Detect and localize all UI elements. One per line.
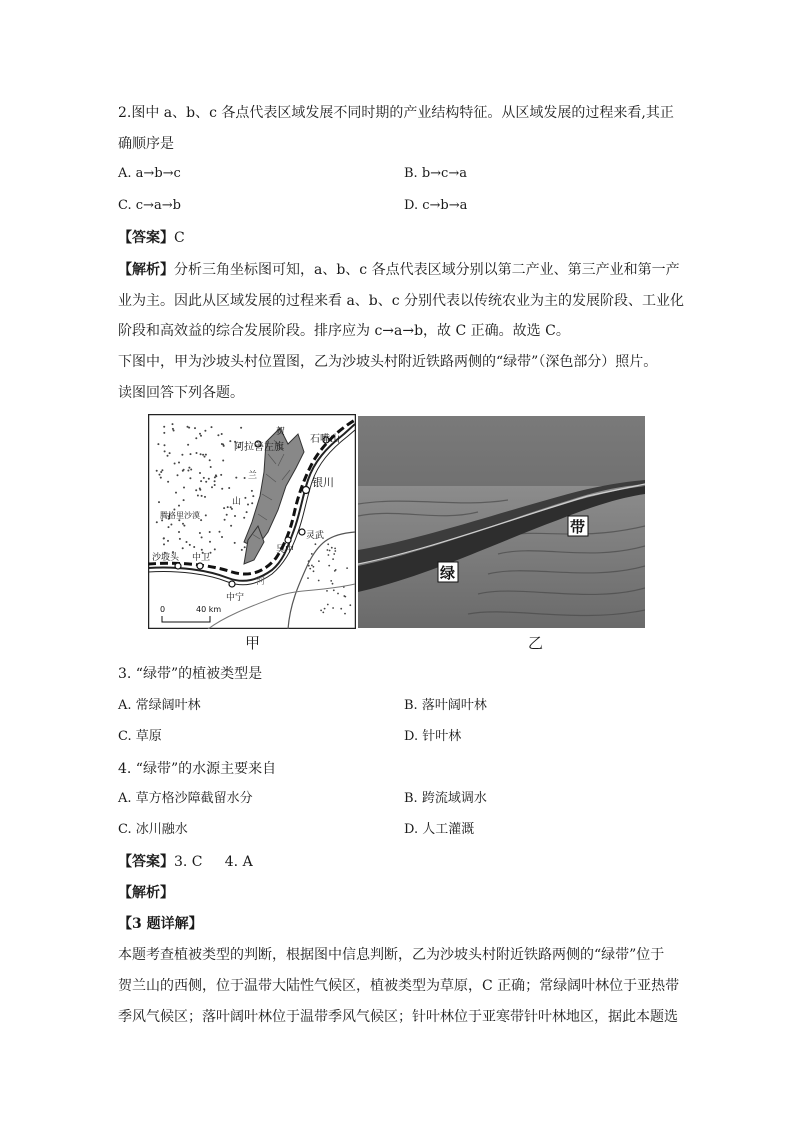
- desert-dot: [318, 580, 320, 582]
- desert-dot: [244, 477, 246, 479]
- desert-dot: [188, 427, 190, 429]
- desert-dot: [226, 514, 228, 516]
- desert-dot: [196, 452, 198, 454]
- desert-dot: [160, 471, 162, 473]
- desert-dot: [327, 604, 329, 606]
- label-yinchuan: 银川: [312, 476, 334, 489]
- option-text: 冰川融水: [135, 822, 188, 837]
- desert-dot: [200, 519, 202, 521]
- q4-option-b: [404, 790, 487, 808]
- city-marker-zhongwei: [197, 563, 203, 569]
- answer-value: C: [174, 230, 185, 246]
- desert-dot: [228, 487, 230, 489]
- label-shizuishan: 石嘴山: [310, 434, 340, 445]
- desert-dot: [211, 426, 213, 428]
- desert-dot: [188, 467, 190, 469]
- desert-dot: [247, 504, 249, 506]
- desert-dot: [183, 499, 185, 501]
- desert-dot: [172, 423, 174, 425]
- desert-dot: [178, 531, 180, 533]
- desert-dot: [327, 549, 329, 551]
- q2-stem-line2: 确顺序是: [118, 136, 174, 152]
- desert-dot: [330, 580, 332, 582]
- desert-dot: [229, 440, 231, 442]
- q3-detail-tag: 【3 题详解】: [118, 916, 203, 932]
- desert-dot: [202, 454, 204, 456]
- q34-analysis-tag: 【解析】: [118, 885, 174, 901]
- desert-dot: [307, 577, 309, 579]
- option-letter: D.: [404, 822, 419, 837]
- desert-dot: [158, 501, 160, 503]
- desert-dot: [221, 536, 223, 538]
- intro-line2: 读图回答下列各题。: [118, 385, 244, 401]
- label-alashan: 阿拉善左旗: [234, 442, 284, 453]
- map-svg: [148, 414, 356, 629]
- option-letter: A.: [118, 791, 132, 806]
- desert-dot: [200, 480, 202, 482]
- desert-dot: [205, 514, 207, 516]
- desert-dot: [230, 525, 232, 527]
- desert-dot: [234, 542, 236, 544]
- desert-dot: [333, 589, 335, 591]
- desert-dot: [183, 469, 185, 471]
- desert-dot: [199, 532, 201, 534]
- city-marker-lingwu: [299, 529, 305, 535]
- desert-dot: [199, 488, 201, 490]
- desert-dot: [209, 459, 211, 461]
- option-letter: B.: [404, 698, 418, 713]
- answer-tag: 【答案】: [118, 854, 174, 870]
- desert-dot: [235, 477, 237, 479]
- city-marker-shapotou: [175, 563, 181, 569]
- desert-dot: [311, 553, 313, 555]
- q4-stem: 4. “绿带”的水源主要来自: [118, 761, 277, 777]
- q3-detail-line1: 本题考查植被类型的判断，根据图中信息判断，乙为沙坡头村附近铁路两侧的“绿带”位于: [118, 947, 665, 963]
- desert-dot: [227, 506, 229, 508]
- desert-dot: [201, 549, 203, 551]
- option-letter: C.: [118, 198, 132, 213]
- desert-dot: [190, 453, 192, 455]
- answer-tag: 【答案】: [118, 230, 174, 246]
- label-shan: 山: [232, 497, 242, 507]
- desert-dot: [222, 460, 224, 462]
- q2-option-a: [118, 165, 181, 183]
- desert-dot: [251, 502, 253, 504]
- q3-option-a: [118, 697, 201, 715]
- desert-dot: [167, 481, 169, 483]
- desert-dot: [328, 565, 330, 567]
- desert-dot: [217, 434, 219, 436]
- desert-dot: [209, 531, 211, 533]
- option-letter: D.: [404, 729, 419, 744]
- desert-dot: [219, 531, 221, 533]
- desert-dot: [183, 487, 185, 489]
- desert-dot: [199, 433, 201, 435]
- green-belt-photo: [358, 416, 645, 628]
- option-text: b→c→a: [421, 166, 467, 181]
- desert-dot: [252, 495, 254, 497]
- desert-dot: [167, 540, 169, 542]
- q3-option-d: [404, 728, 461, 746]
- city-marker-yinchuan: [303, 487, 310, 494]
- desert-dot: [332, 607, 334, 609]
- map-label: 甲: [245, 634, 261, 652]
- desert-dot: [337, 593, 339, 595]
- q3-option-c: [118, 728, 162, 746]
- desert-dot: [340, 608, 342, 610]
- desert-dot: [210, 466, 212, 468]
- desert-dot: [205, 454, 207, 456]
- desert-dot: [164, 444, 166, 446]
- desert-dot: [193, 546, 195, 548]
- option-text: 落叶阔叶林: [421, 698, 487, 713]
- location-map: [148, 414, 356, 629]
- q3-detail-line3: 季风气候区；落叶阔叶林位于温带季风气候区；针叶林位于亚寒带针叶林地区，据此本题选: [118, 1009, 678, 1025]
- desert-dot: [157, 443, 159, 445]
- desert-dot: [204, 496, 206, 498]
- desert-dot: [178, 462, 180, 464]
- q4-option-d: [404, 821, 474, 839]
- desert-dot: [160, 477, 162, 479]
- desert-dot: [221, 488, 223, 490]
- intro-line1: 下图中，甲为沙坡头村位置图，乙为沙坡头村附近铁路两侧的“绿带”（深色部分）照片。: [118, 354, 658, 370]
- desert-dot: [174, 463, 176, 465]
- desert-dot: [320, 610, 322, 612]
- desert-dot: [332, 583, 334, 585]
- q2-analysis-line3: 阶段和高效益的综合发展阶段。排序应为 c→a→b，故 C 正确。故选 C。: [118, 323, 570, 339]
- desert-dot: [251, 490, 253, 492]
- analysis-text: 分析三角坐标图可知，a、b、c 各点代表区域分别以第二产业、第三产业和第一产: [174, 262, 680, 278]
- answer-value: 3. C 4. A: [174, 854, 253, 870]
- desert-dot: [328, 554, 330, 556]
- desert-dot: [241, 549, 243, 551]
- q4-option-a: [118, 790, 253, 808]
- desert-dot: [163, 426, 165, 428]
- option-text: 草原: [135, 729, 162, 744]
- desert-dot: [322, 612, 324, 614]
- photo-svg: [358, 416, 645, 628]
- desert-dot: [344, 596, 346, 598]
- option-letter: C.: [118, 822, 132, 837]
- q2-stem-line1: 2.图中 a、b、c 各点代表区域发展不同时期的产业结构特征。从区域发展的过程来看,其正: [118, 105, 674, 121]
- desert-dot: [215, 474, 217, 476]
- label-dai: 带: [570, 518, 586, 536]
- desert-dot: [201, 536, 203, 538]
- desert-dot: [231, 508, 233, 510]
- desert-dot: [204, 456, 206, 458]
- q2-option-d: [404, 197, 467, 215]
- desert-dot: [333, 553, 335, 555]
- q2-option-c: [118, 197, 181, 215]
- desert-dot: [331, 547, 333, 549]
- desert-dot: [349, 604, 351, 606]
- desert-dot: [197, 495, 199, 497]
- desert-dot: [172, 428, 174, 430]
- desert-dot: [311, 565, 313, 567]
- q4-option-c: [118, 821, 188, 839]
- q34-answer: [118, 852, 253, 872]
- desert-dot: [156, 470, 158, 472]
- desert-dot: [187, 444, 189, 446]
- desert-dot: [187, 470, 189, 472]
- desert-dot: [234, 515, 236, 517]
- desert-dot: [204, 430, 206, 432]
- desert-dot: [189, 477, 191, 479]
- q2-answer: [118, 228, 185, 248]
- scale-dist: 40 km: [196, 605, 222, 614]
- desert-dot: [223, 445, 225, 447]
- desert-dot: [313, 570, 315, 572]
- desert-dot: [221, 443, 223, 445]
- desert-dot: [164, 450, 166, 452]
- desert-dot: [194, 427, 196, 429]
- desert-dot: [211, 486, 213, 488]
- option-text: c→b→a: [422, 198, 468, 213]
- desert-dot: [159, 474, 161, 476]
- desert-dot: [169, 452, 171, 454]
- desert-dot: [240, 427, 242, 429]
- desert-dot: [183, 525, 185, 527]
- desert-dot: [209, 541, 211, 543]
- desert-dot: [200, 453, 202, 455]
- desert-dot: [335, 569, 337, 571]
- desert-dot: [326, 590, 328, 592]
- desert-dot: [327, 543, 329, 545]
- desert-dot: [177, 474, 179, 476]
- desert-dot: [344, 613, 346, 615]
- desert-dot: [315, 543, 317, 545]
- q3-option-b: [404, 697, 487, 715]
- desert-dot: [224, 519, 226, 521]
- desert-dot: [324, 608, 326, 610]
- label-he: 贺: [276, 427, 286, 437]
- q2-analysis-line2: 业为主。因此从区域发展的过程来看 a、b、c 分别代表以传统农业为主的发展阶段、工业化: [118, 293, 685, 309]
- label-zhongning: 中宁: [226, 593, 245, 603]
- desert-dot: [243, 517, 245, 519]
- desert-dot: [161, 469, 163, 471]
- option-letter: A.: [118, 698, 132, 713]
- desert-dot: [179, 538, 181, 540]
- label-shapotou: 沙坡头: [152, 553, 180, 563]
- analysis-tag: 【解析】: [118, 262, 174, 278]
- desert-dot: [182, 523, 184, 525]
- label-tengger: 腾格里沙漠: [160, 511, 200, 520]
- desert-dot: [156, 521, 158, 523]
- city-marker-zhongning: [229, 581, 235, 587]
- desert-dot: [346, 567, 348, 569]
- desert-dot: [329, 550, 331, 552]
- desert-dot: [200, 435, 202, 437]
- desert-dot: [163, 432, 165, 434]
- option-text: 跨流域调水: [421, 791, 487, 806]
- desert-dot: [201, 495, 203, 497]
- desert-dot: [195, 437, 197, 439]
- city-marker-wuzhong: [285, 537, 291, 543]
- option-text: c→a→b: [135, 198, 181, 213]
- desert-dot: [205, 481, 207, 483]
- desert-dot: [313, 566, 315, 568]
- desert-dot: [182, 547, 184, 549]
- desert-dot: [168, 526, 170, 528]
- label-lv: 绿: [440, 564, 456, 582]
- option-text: 草方格沙障截留水分: [135, 791, 253, 806]
- desert-dot: [223, 507, 225, 509]
- desert-dot: [214, 548, 216, 550]
- label-lan: 兰: [248, 471, 258, 481]
- label-river: 河: [256, 577, 266, 587]
- desert-dot: [163, 538, 165, 540]
- q3-stem: 3. “绿带”的植被类型是: [118, 666, 263, 682]
- q3-detail-line2: 贺兰山的西侧，位于温带大陆性气候区，植被类型为草原，C 正确；常绿阔叶林位于亚热带: [118, 978, 680, 994]
- option-letter: B.: [404, 166, 418, 181]
- label-wuzhong: 吴中: [276, 545, 295, 555]
- desert-dot: [334, 548, 336, 550]
- desert-dot: [175, 492, 177, 494]
- desert-dot: [199, 472, 201, 474]
- option-letter: B.: [404, 791, 418, 806]
- desert-dot: [170, 524, 172, 526]
- option-letter: D.: [404, 198, 419, 213]
- desert-dot: [246, 511, 248, 513]
- desert-dot: [214, 480, 216, 482]
- option-text: 常绿阔叶林: [135, 698, 201, 713]
- desert-dot: [214, 484, 216, 486]
- desert-dot: [167, 455, 169, 457]
- desert-dot: [221, 433, 223, 435]
- label-lingwu: 灵武: [306, 531, 325, 541]
- desert-dot: [190, 469, 192, 471]
- desert-dot: [208, 478, 210, 480]
- option-letter: A.: [118, 166, 132, 181]
- desert-dot: [186, 541, 188, 543]
- desert-dot: [220, 474, 222, 476]
- option-text: a→b→c: [135, 166, 181, 181]
- desert-dot: [244, 497, 246, 499]
- desert-dot: [181, 454, 183, 456]
- desert-dot: [244, 546, 246, 548]
- desert-dot: [163, 543, 165, 545]
- desert-dot: [318, 560, 320, 562]
- q2-option-b: [404, 165, 467, 183]
- label-zhongwei: 中卫: [192, 553, 211, 563]
- option-letter: C.: [118, 729, 132, 744]
- desert-dot: [203, 477, 205, 479]
- photo-label: 乙: [528, 634, 544, 652]
- desert-dot: [195, 489, 197, 491]
- option-text: 人工灌溉: [422, 822, 475, 837]
- q2-analysis-line1: [118, 260, 680, 280]
- desert-dot: [309, 568, 311, 570]
- desert-dot: [189, 544, 191, 546]
- desert-dot: [332, 558, 334, 560]
- desert-dot: [178, 505, 180, 507]
- option-text: 针叶林: [422, 729, 462, 744]
- scale-zero: 0: [160, 605, 166, 614]
- desert-dot: [334, 550, 336, 552]
